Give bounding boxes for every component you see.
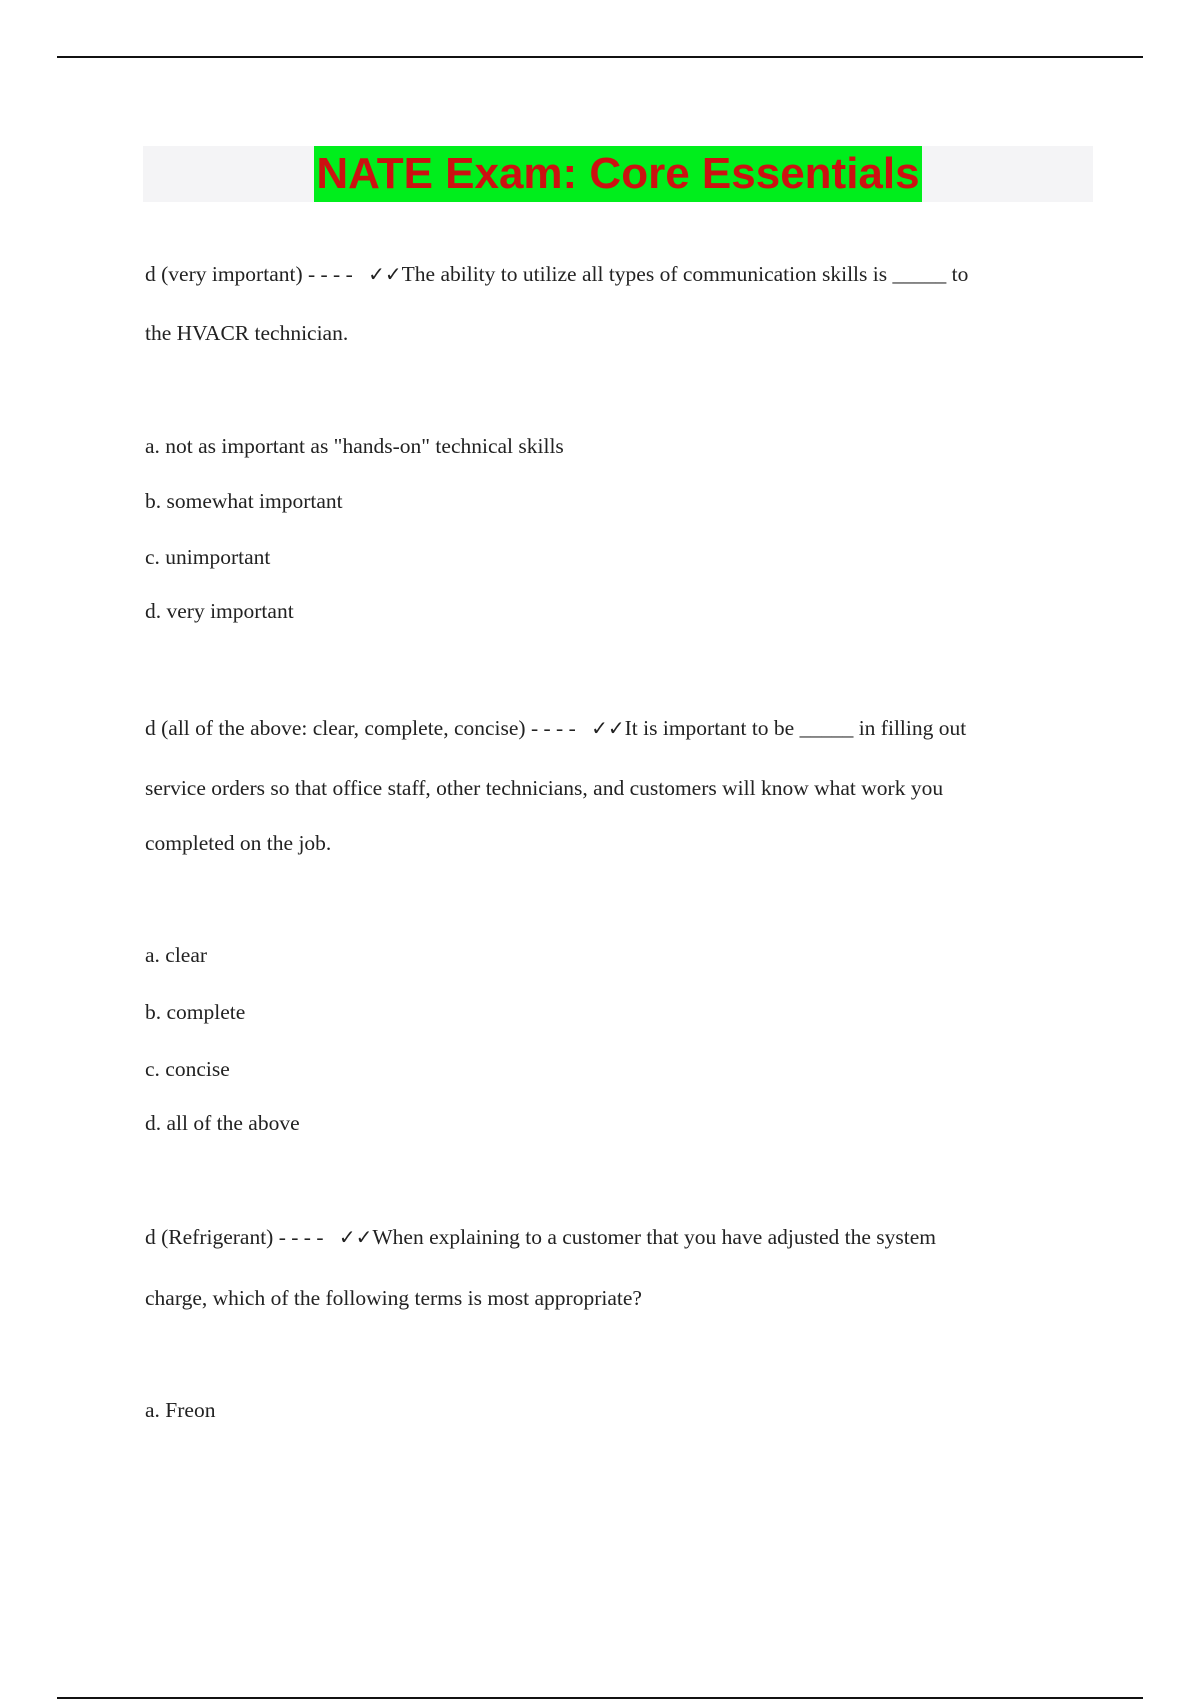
question-1-option-d: d. very important: [145, 599, 294, 623]
question-2-answer: d (all of the above: clear, complete, concise) - - - -: [145, 716, 576, 740]
question-1-stem-line2: the HVACR technician.: [145, 321, 349, 345]
question-2-option-c: c. concise: [145, 1057, 230, 1081]
question-2-option-b: b. complete: [145, 1000, 246, 1024]
question-1-stem-line1: The ability to utilize all types of communication skills is _____ to: [401, 262, 969, 286]
question-1-option-b: b. somewhat important: [145, 489, 343, 513]
page-title: NATE Exam: Core Essentials: [314, 146, 921, 202]
question-1-option-c: c. unimportant: [145, 545, 271, 569]
check-icon: ✓✓: [338, 1225, 373, 1249]
question-2-header: [145, 716, 966, 741]
question-3-answer: d (Refrigerant) - - - -: [145, 1225, 324, 1249]
question-1-option-a: a. not as important as "hands-on" technical skills: [145, 434, 564, 458]
check-icon: ✓✓: [591, 716, 625, 740]
check-icon: ✓✓: [368, 262, 402, 286]
question-2-stem-line3: completed on the job.: [145, 831, 332, 855]
question-2-stem-line1: It is important to be _____ in filling out: [624, 716, 967, 740]
question-1-answer: d (very important) - - - -: [145, 262, 353, 286]
question-3-header: [145, 1225, 936, 1250]
question-3-stem-line2: charge, which of the following terms is most appropriate?: [145, 1286, 642, 1310]
question-3-stem-line1: When explaining to a customer that you have adjusted the system: [372, 1225, 937, 1249]
question-3-option-a: a. Freon: [145, 1398, 216, 1422]
question-1-header: [145, 262, 968, 287]
question-2-option-a: a. clear: [145, 943, 208, 967]
question-2-stem-line2: service orders so that office staff, other technicians, and customers will know what work you: [145, 776, 944, 800]
title-band: [143, 146, 1093, 202]
footer-rule: [57, 1697, 1143, 1699]
header-rule: [57, 56, 1143, 58]
question-2-option-d: d. all of the above: [145, 1111, 300, 1135]
